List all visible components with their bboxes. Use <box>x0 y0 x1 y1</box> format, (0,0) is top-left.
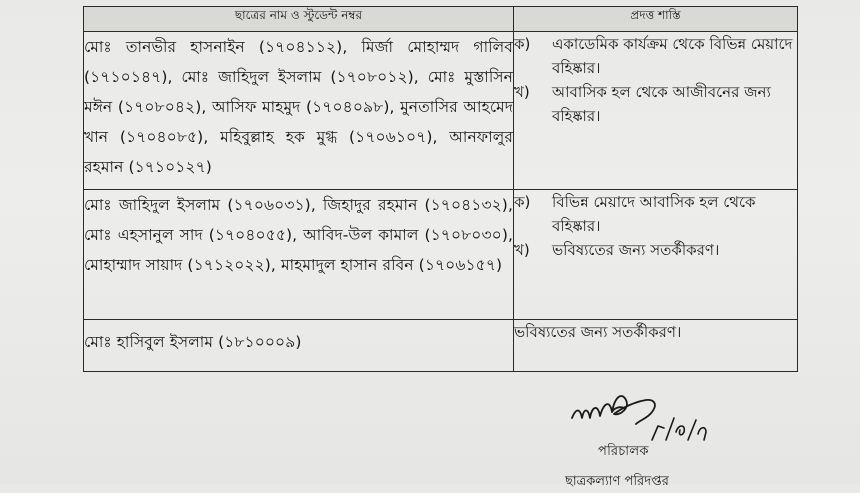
penalty-cell <box>514 190 798 320</box>
penalty-marker: ক) <box>514 35 531 53</box>
penalty-item <box>514 32 797 80</box>
penalty-item <box>514 320 797 344</box>
signatory-title: পরিচালক <box>598 444 649 459</box>
signature-block <box>560 378 800 489</box>
penalty-text: আবাসিক হল থেকে আজীবনের জন্য বহিষ্কার। <box>552 83 771 125</box>
penalty-cell <box>514 32 798 190</box>
student-names-cell: মোঃ তানভীর হাসনাইন (১৭০৪১১২), মির্জা মোহাম্মদ গালিব (১৭১০১৪৭), মোঃ জাহিদুল ইসলাম (১৭০৮০১২), মোঃ মুস্তাসিন মঈন (১৭০৮০৪২), আসিফ মাহমুদ (১৭০৪০৯৮), মুনতাসির আহমেদ খান (১৭০৪০৮৫), মহিবুল্লাহ হক মুগ্ধ (১৭০৬১০৭), আনফালুর রহমান (১৭১০১২৭) <box>84 32 514 190</box>
penalty-item <box>514 238 797 262</box>
penalty-marker: খ) <box>514 241 530 259</box>
penalty-text: ভবিষ্যতের জন্য সতর্কীকরণ। <box>552 241 720 259</box>
header-penalty: প্রদত্ত শাস্তি <box>514 7 798 32</box>
disciplinary-table <box>83 6 798 372</box>
penalty-item <box>514 190 797 238</box>
penalty-item <box>514 80 797 128</box>
header-student-names: ছাত্রের নাম ও স্টুডেন্ট নম্বর <box>84 7 514 32</box>
student-names-cell: মোঃ হাসিবুল ইসলাম (১৮১০০০৯) <box>84 320 514 372</box>
penalty-text: একাডেমিক কার্যক্রম থেকে বিভিন্ন মেয়াদে বহিষ্কার। <box>552 35 793 77</box>
office-name: ছাত্রকল্যাণ পরিদপ্তর <box>565 474 669 489</box>
table-row <box>84 190 798 320</box>
penalty-marker: খ) <box>514 83 530 101</box>
penalty-text: বিভিন্ন মেয়াদে আবাসিক হল থেকে বহিষ্কার। <box>552 193 756 235</box>
penalty-marker: ক) <box>514 193 531 211</box>
penalty-cell <box>514 320 798 372</box>
table-row <box>84 32 798 190</box>
penalty-text: ভবিষ্যতের জন্য সতর্কীকরণ। <box>514 323 682 341</box>
table-header-row <box>84 7 798 32</box>
handwritten-signature <box>560 378 800 468</box>
table-row <box>84 320 798 372</box>
student-names-cell: মোঃ জাহিদুল ইসলাম (১৭০৬০৩১), জিহাদুর রহমান (১৭০৪১৩২), মোঃ এহসানুল সাদ (১৭০৪০৫৫), আবিদ-উল কামাল (১৭০৮০৩০), মোহাম্মাদ সায়াদ (১৭১২০২২), মাহমাদুল হাসান রবিন (১৭০৬১৫৭) <box>84 190 514 320</box>
